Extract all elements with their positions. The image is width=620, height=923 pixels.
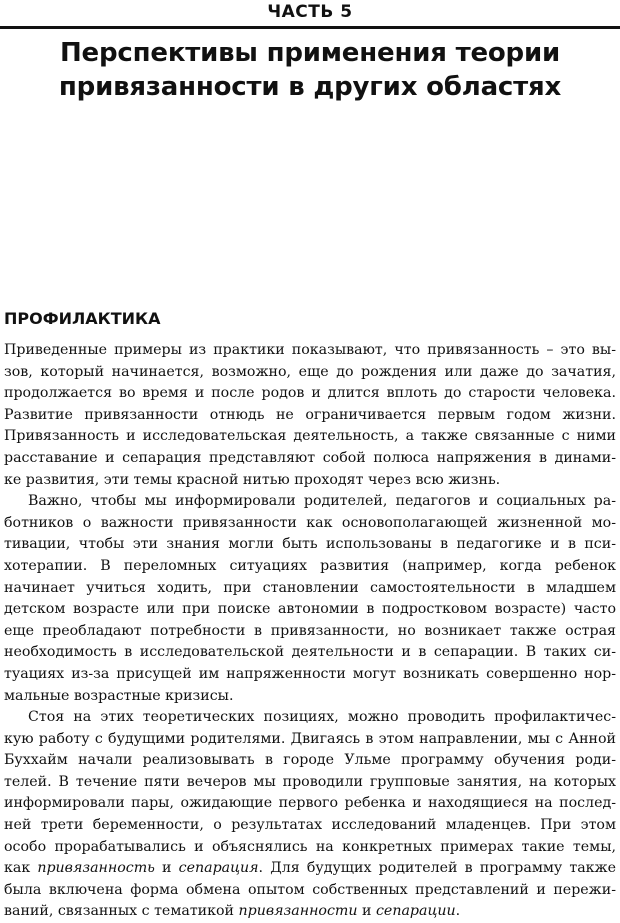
text-line: продолжается во время и после родов и длится вплоть до старости человека. <box>4 385 616 402</box>
text-line: тивации, чтобы эти знания могли быть использованы в педагогике и в пси- <box>4 536 616 553</box>
text-line: особо прорабатывались и объяснялись на конкретных примерах такие темы, <box>4 838 616 855</box>
text-line: хотерапии. В переломных ситуациях развития (например, когда ребенок <box>4 557 616 574</box>
text-line: ботников о важности привязанности как основополагающей жизненной мо- <box>4 514 616 531</box>
text-line: телей. В течение пяти вечеров мы проводили групповые занятия, на которых <box>4 773 616 790</box>
text-line: информировали пары, ожидающие первого ребенка и находящиеся на послед- <box>4 795 616 812</box>
text-line: Важно, чтобы мы информировали родителей, педагогов и социальных ра- <box>28 493 616 510</box>
text-line: Привязанность и исследовательская деятельность, а также связанные с ними <box>4 428 616 445</box>
paragraph <box>4 707 616 923</box>
text-line: мальные возрастные кризисы. <box>4 687 234 704</box>
text-line: была включена форма обмена опытом собственных представлений и пережи- <box>4 881 616 898</box>
chapter-title <box>0 36 620 104</box>
text-line: необходимость в исследовательской деятельности и в сепарации. В таких си- <box>4 644 616 661</box>
text-line: ваний, связанных с тематикой привязанности и сепарации. <box>4 903 461 920</box>
text-line: Приведенные примеры из практики показывают, что привязанность – это вы- <box>4 342 616 358</box>
text-line: Стоя на этих теоретических позициях, можно проводить профилактичес- <box>28 709 616 726</box>
body-text <box>4 340 616 923</box>
text-line: детском возрасте или при поиске автономии в подростковом возрасте) часто <box>4 601 616 618</box>
text-line: еще преобладают потребности в привязанности, но возникает также острая <box>4 622 616 639</box>
section-heading: ПРОФИЛАКТИКА <box>4 309 161 328</box>
part-divider <box>0 26 620 29</box>
text-line: кую работу с будущими родителями. Двигаясь в этом направлении, мы с Анной <box>4 730 616 747</box>
chapter-title-line: Перспективы применения теории <box>60 38 560 68</box>
text-line: ней трети беременности, о результатах исследований младенцев. При этом <box>4 817 616 834</box>
text-line: зов, который начинается, возможно, еще до рождения или даже до зачатия, <box>4 363 616 380</box>
text-line: Буххайм начали реализовывать в городе Ульме программу обучения роди- <box>4 752 616 769</box>
paragraph <box>4 340 616 491</box>
text-line: туациях из-за присущей им напряженности могут возникать совершенно нор- <box>4 665 616 682</box>
chapter-title-line: привязанности в других областях <box>58 72 562 102</box>
text-line: начинает учиться ходить, при становлении самостоятельности в младшем <box>4 579 616 596</box>
text-line: ке развития, эти темы красной нитью проходят через всю жизнь. <box>4 471 501 488</box>
part-label: ЧАСТЬ 5 <box>267 2 353 22</box>
text-line: Развитие привязанности отнюдь не ограничивается первым годом жизни. <box>4 406 616 423</box>
paragraph <box>4 491 616 707</box>
text-line: как привязанность и сепарация. Для будущих родителей в программу также <box>4 860 616 877</box>
text-line: расставание и сепарация представляют собой полюса напряжения в динами- <box>4 449 616 466</box>
